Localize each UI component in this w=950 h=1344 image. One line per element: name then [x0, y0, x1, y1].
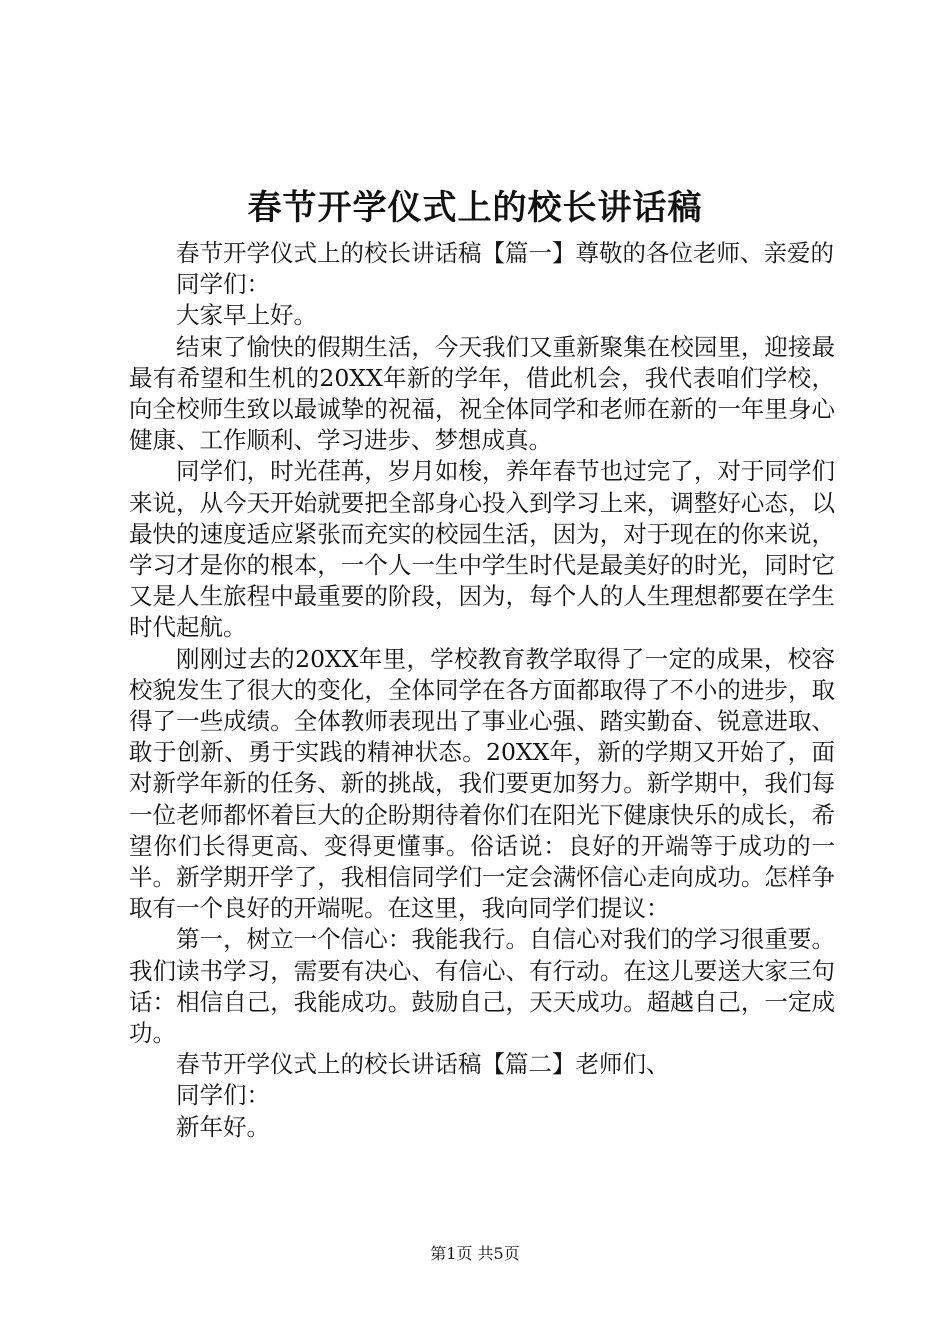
paragraph: 刚刚过去的20XX年里，学校教育教学取得了一定的成果，校容校貌发生了很大的变化，全体同学在各方面都取得了不小的进步，取得了一些成绩。全体教师表现出了事业心强、踏实勤奋、锐意进取、敢于创新、勇于实践的精神状态。20XX年，新的学期又开始了，面对新学年新的任务、新的挑战，我们要更加努力。新学期中，我们每一位老师都怀着巨大的企盼期待着你们在阳光下健康快乐的成长，希望你们长得更高、变得更懂事。俗话说：良好的开端等于成功的一半。新学期开学了，我相信同学们一定会满怀信心走向成功。怎样争取有一个良好的开端呢。在这里，我向同学们提议：: [129, 644, 835, 923]
paragraph: 春节开学仪式上的校长讲话稿【篇一】尊敬的各位老师、亲爱的: [176, 239, 834, 267]
paragraph: 第一，树立一个信心：我能我行。自信心对我们的学习很重要。我们读书学习，需要有决心、有信心、有行动。在这儿要送大家三句话：相信自己，我能成功。鼓励自己，天天成功。超越自己，一定成功。: [129, 925, 835, 1048]
paragraph: 结束了愉快的假期生活，今天我们又重新聚集在校园里，迎接最最有希望和生机的20XX年新的学年，借此机会，我代表咱们学校，向全校师生致以最诚挚的祝福，祝全体同学和老师在新的一年里身心健康、工作顺利、学习进步、梦想成真。: [129, 332, 835, 455]
paragraph: 同学们，时光荏苒，岁月如梭，养年春节也过完了，对于同学们来说，从今天开始就要把全部身心投入到学习上来，调整好心态，以最快的速度适应紧张而充实的校园生活，因为，对于现在的你来说，学习才是你的根本，一个人一生中学生时代是最美好的时光，同时它又是人生旅程中最重要的阶段，因为，每个人的人生理想都要在学生时代起航。: [129, 457, 835, 642]
paragraph: 大家早上好。: [176, 301, 317, 330]
paragraph: 同学们：: [176, 270, 270, 299]
paragraph: 同学们：: [176, 1081, 270, 1110]
paragraph: 春节开学仪式上的校长讲话稿【篇二】老师们、: [176, 1050, 670, 1079]
document-body: [129, 238, 835, 1143]
paragraph: 新年好。: [176, 1112, 270, 1141]
document-title: 春节开学仪式上的校长讲话稿: [247, 188, 703, 228]
page-footer: 第1页 共5页: [430, 1244, 520, 1263]
